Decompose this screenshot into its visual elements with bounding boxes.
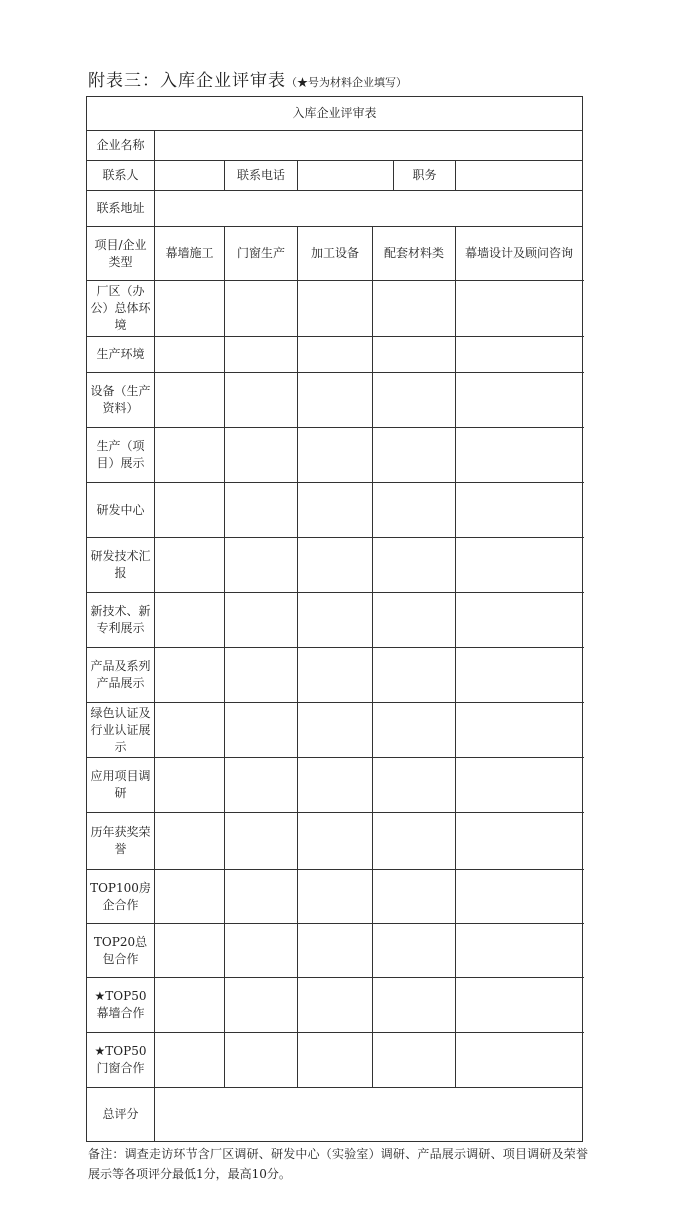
heading-note: （★号为材料企业填写）	[286, 76, 407, 89]
contact-field[interactable]	[155, 161, 225, 191]
score-cell[interactable]	[155, 703, 225, 758]
column-header: 门窗生产	[225, 227, 298, 281]
row-label: 生产（项目）展示	[87, 428, 155, 483]
score-cell[interactable]	[298, 758, 373, 813]
table-row	[87, 538, 583, 593]
address-label: 联系地址	[87, 191, 155, 227]
score-cell[interactable]	[373, 978, 456, 1033]
score-cell[interactable]	[155, 281, 225, 337]
score-cell[interactable]	[155, 538, 225, 593]
score-cell[interactable]	[456, 483, 583, 538]
score-cell[interactable]	[456, 924, 583, 978]
score-cell[interactable]	[456, 1033, 583, 1088]
score-cell[interactable]	[373, 337, 456, 373]
score-cell[interactable]	[373, 538, 456, 593]
score-cell[interactable]	[225, 648, 298, 703]
score-cell[interactable]	[298, 373, 373, 428]
score-cell[interactable]	[155, 1033, 225, 1088]
score-cell[interactable]	[298, 1033, 373, 1088]
row-label: 产品及系列产品展示	[87, 648, 155, 703]
score-cell[interactable]	[155, 870, 225, 924]
row-label: 应用项目调研	[87, 758, 155, 813]
score-cell[interactable]	[225, 1033, 298, 1088]
page-heading	[88, 66, 407, 91]
row-label: 厂区（办公）总体环境	[87, 281, 155, 337]
score-cell[interactable]	[155, 924, 225, 978]
column-header: 配套材料类	[373, 227, 456, 281]
score-cell[interactable]	[373, 813, 456, 870]
score-cell[interactable]	[225, 538, 298, 593]
score-cell[interactable]	[298, 483, 373, 538]
score-cell[interactable]	[373, 593, 456, 648]
row-label: ★TOP50门窗合作	[87, 1033, 155, 1088]
table-row	[87, 703, 583, 758]
table-row	[87, 483, 583, 538]
table-row	[87, 978, 583, 1033]
score-cell[interactable]	[373, 281, 456, 337]
score-cell[interactable]	[456, 593, 583, 648]
table-row	[87, 924, 583, 978]
phone-label: 联系电话	[225, 161, 298, 191]
score-cell[interactable]	[298, 281, 373, 337]
score-cell[interactable]	[298, 813, 373, 870]
score-cell[interactable]	[225, 978, 298, 1033]
contact-label: 联系人	[87, 161, 155, 191]
row-label: 设备（生产资料）	[87, 373, 155, 428]
score-cell[interactable]	[298, 924, 373, 978]
total-label: 总评分	[87, 1088, 155, 1142]
company-name-field[interactable]	[155, 131, 583, 161]
score-cell[interactable]	[155, 593, 225, 648]
score-cell[interactable]	[298, 870, 373, 924]
score-cell[interactable]	[155, 428, 225, 483]
score-cell[interactable]	[373, 1033, 456, 1088]
table-row	[87, 758, 583, 813]
score-cell[interactable]	[225, 870, 298, 924]
score-cell[interactable]	[225, 758, 298, 813]
score-cell[interactable]	[298, 648, 373, 703]
score-cell[interactable]	[298, 593, 373, 648]
table-row	[87, 1033, 583, 1088]
score-cell[interactable]	[155, 337, 225, 373]
review-table	[86, 96, 583, 1142]
total-score-field[interactable]	[155, 1088, 583, 1142]
row-label: TOP100房企合作	[87, 870, 155, 924]
row-label: 新技术、新专利展示	[87, 593, 155, 648]
score-cell[interactable]	[225, 281, 298, 337]
score-cell[interactable]	[155, 483, 225, 538]
score-cell[interactable]	[298, 428, 373, 483]
score-cell[interactable]	[225, 337, 298, 373]
table-row	[87, 337, 583, 373]
table-row	[87, 373, 583, 428]
row-label: 研发中心	[87, 483, 155, 538]
score-cell[interactable]	[155, 373, 225, 428]
heading-title: 附表三：入库企业评审表	[88, 71, 286, 91]
score-cell[interactable]	[225, 924, 298, 978]
score-cell[interactable]	[456, 281, 583, 337]
score-cell[interactable]	[456, 538, 583, 593]
score-cell[interactable]	[155, 758, 225, 813]
table-caption: 入库企业评审表	[87, 97, 583, 131]
score-cell[interactable]	[456, 373, 583, 428]
score-cell[interactable]	[373, 870, 456, 924]
score-cell[interactable]	[225, 373, 298, 428]
score-cell[interactable]	[456, 870, 583, 924]
score-cell[interactable]	[373, 483, 456, 538]
score-cell[interactable]	[373, 373, 456, 428]
column-header: 幕墙设计及顾问咨询	[456, 227, 583, 281]
score-cell[interactable]	[456, 813, 583, 870]
table-row	[87, 281, 583, 337]
score-cell[interactable]	[373, 428, 456, 483]
score-cell[interactable]	[298, 538, 373, 593]
score-cell[interactable]	[456, 337, 583, 373]
table-row	[87, 428, 583, 483]
score-cell[interactable]	[456, 978, 583, 1033]
score-cell[interactable]	[298, 978, 373, 1033]
score-cell[interactable]	[373, 924, 456, 978]
row-label: TOP20总包合作	[87, 924, 155, 978]
address-field[interactable]	[155, 191, 583, 227]
score-cell[interactable]	[456, 758, 583, 813]
score-cell[interactable]	[298, 337, 373, 373]
score-cell[interactable]	[373, 703, 456, 758]
score-cell[interactable]	[225, 483, 298, 538]
row-label: ★TOP50幕墙合作	[87, 978, 155, 1033]
table-row	[87, 593, 583, 648]
score-cell[interactable]	[225, 593, 298, 648]
column-header: 加工设备	[298, 227, 373, 281]
table-row	[87, 648, 583, 703]
position-field[interactable]	[456, 161, 583, 191]
score-cell[interactable]	[298, 703, 373, 758]
score-cell[interactable]	[456, 428, 583, 483]
phone-field[interactable]	[298, 161, 394, 191]
score-cell[interactable]	[456, 648, 583, 703]
column-header: 幕墙施工	[155, 227, 225, 281]
table-row	[87, 870, 583, 924]
position-label: 职务	[394, 161, 456, 191]
score-cell[interactable]	[225, 703, 298, 758]
row-label: 生产环境	[87, 337, 155, 373]
score-cell[interactable]	[155, 648, 225, 703]
row-label: 绿色认证及行业认证展示	[87, 703, 155, 758]
score-cell[interactable]	[155, 978, 225, 1033]
footer-note: 备注：调查走访环节含厂区调研、研发中心（实验室）调研、产品展示调研、项目调研及荣誉展示等各项评分最低1分，最高10分。	[88, 1147, 588, 1181]
row-label: 研发技术汇报	[87, 538, 155, 593]
header-first-cell: 项目/企业类型	[87, 227, 155, 281]
table-row-total	[87, 1088, 583, 1142]
company-name-label: 企业名称	[87, 131, 155, 161]
score-cell[interactable]	[155, 813, 225, 870]
score-cell[interactable]	[225, 428, 298, 483]
score-cell[interactable]	[373, 648, 456, 703]
score-cell[interactable]	[225, 813, 298, 870]
table-row	[87, 813, 583, 870]
score-cell[interactable]	[373, 758, 456, 813]
score-cell[interactable]	[456, 703, 583, 758]
row-label: 历年获奖荣誉	[87, 813, 155, 870]
